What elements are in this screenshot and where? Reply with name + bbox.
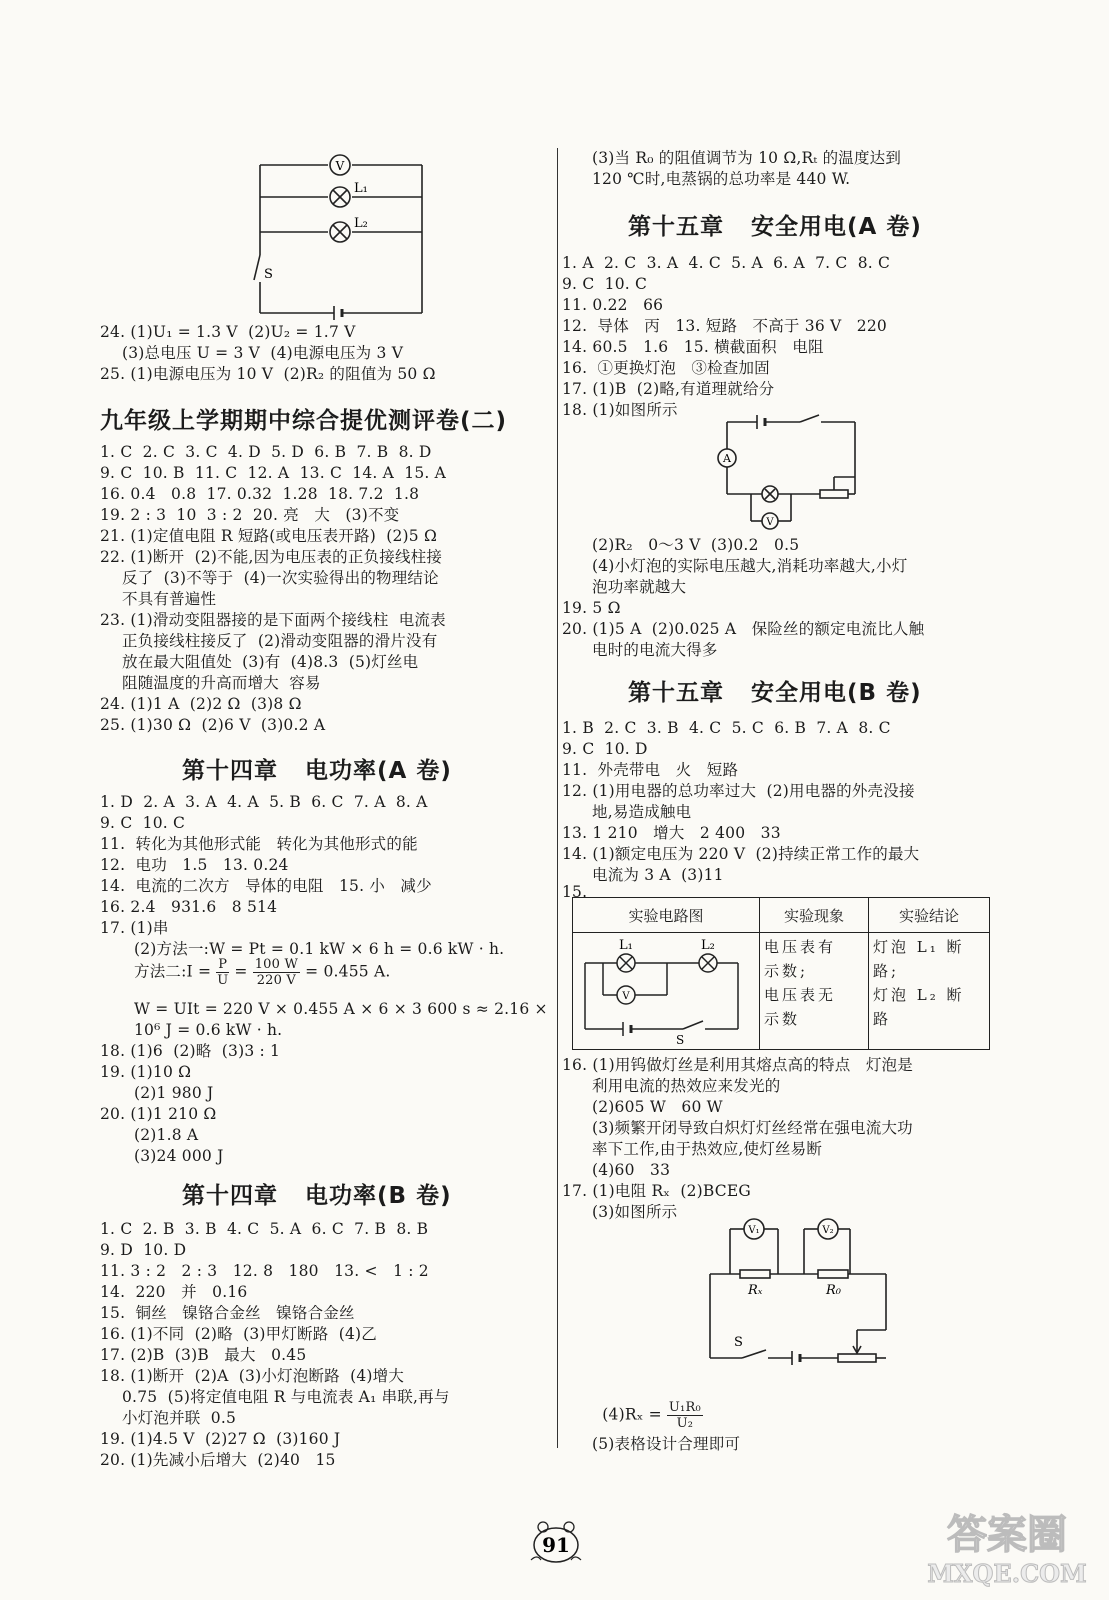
answer-line: (2)方法一:W = Pt = 0.1 kW × 6 h = 0.6 kW · h.: [134, 940, 505, 958]
lamp1-label: L₁: [354, 181, 368, 196]
watermark-url: MXQE.COM: [927, 1559, 1087, 1588]
v1-label: V₁: [748, 1225, 760, 1236]
table-header-conclusion: 实验结论: [869, 898, 990, 933]
answer-line: 17. (1)串: [100, 919, 169, 937]
answer-line: 泡功率就越大: [592, 578, 687, 596]
table-header-phenomenon: 实验现象: [760, 898, 869, 933]
answer-line: (2)1 980 J: [134, 1084, 214, 1102]
frac-den2: 220 V: [256, 973, 297, 988]
answer-line: (2)605 W 60 W: [592, 1098, 723, 1116]
answer-line: 地,易造成触电: [592, 803, 692, 821]
answer-line: 18. (1)6 (2)略 (3)3 : 1: [100, 1042, 281, 1060]
answer-line: 24. (1)U₁ = 1.3 V (2)U₂ = 1.7 V: [100, 323, 356, 341]
answer-line: 16. 0.4 0.8 17. 0.32 1.28 18. 7.2 1.8: [100, 485, 420, 503]
answer-line: 不具有普遍性: [122, 590, 217, 608]
answer-line: 23. (1)滑动变阻器接的是下面两个接线柱 电流表: [100, 611, 446, 629]
frac-suffix: = 0.455 A.: [300, 962, 391, 981]
answer-line: 17. (2)B (3)B 最大 0.45: [100, 1346, 307, 1364]
table-v-label: V: [622, 991, 630, 1002]
answer-line: 18. (1)如图所示: [562, 401, 678, 419]
answer-line: 放在最大阻值处 (3)有 (4)8.3 (5)灯丝电: [122, 653, 419, 671]
formula-17-4-num: U₁R₀: [668, 1400, 701, 1415]
section-heading: 第十四章 电功率(B 卷): [182, 1183, 452, 1209]
section-heading: 第十五章 安全用电(B 卷): [628, 680, 922, 706]
answer-line: 22. (1)断开 (2)不能,因为电压表的正负接线柱接: [100, 548, 443, 566]
answer-line: 19. 5 Ω: [562, 599, 621, 617]
frac-den: U: [217, 973, 229, 988]
answer-line: 1. C 2. B 3. B 4. C 5. A 6. C 7. B 8. B: [100, 1220, 429, 1238]
answer-line: 17. (1)B (2)略,有道理就给分: [562, 380, 775, 398]
answer-line: (2)R₂ 0～3 V (3)0.2 0.5: [592, 536, 800, 554]
answer-line: 19. (1)4.5 V (2)27 Ω (3)160 J: [100, 1430, 341, 1448]
circuit-diagram-17: [700, 1212, 900, 1372]
answer-line: 120 ℃时,电蒸锅的总功率是 440 W.: [592, 170, 851, 188]
answer-line: 19. 2 : 3 10 3 : 2 20. 亮 大 (3)不变: [100, 506, 400, 524]
answer-line: 20. (1)5 A (2)0.025 A 保险丝的额定电流比人触: [562, 620, 925, 638]
fraction: [216, 957, 229, 988]
answer-line: 14. 电流的二次方 导体的电阻 15. 小 减少: [100, 877, 432, 895]
frac-num: P: [218, 957, 228, 972]
answer-line: 9. C 10. C: [562, 275, 648, 293]
answer-line: 11. 3 : 2 2 : 3 12. 8 180 13. < 1 : 2: [100, 1262, 429, 1280]
answer-line: 16. ①更换灯泡 ③检查加固: [562, 359, 770, 377]
answer-line: 14. 60.5 1.6 15. 横截面积 电阻: [562, 338, 824, 356]
answer-line: 25. (1)30 Ω (2)6 V (3)0.2 A: [100, 716, 326, 734]
answer-line: W = UIt = 220 V × 0.455 A × 6 × 3 600 s ≈ 2.16 ×: [134, 1000, 548, 1018]
rx-label: Rₓ: [748, 1283, 763, 1298]
answer-line: 电时的电流大得多: [592, 641, 718, 659]
frac-num2: 100 W: [254, 957, 299, 972]
answer-line: 18. (1)断开 (2)A (3)小灯泡断路 (4)增大: [100, 1367, 405, 1385]
answer-line: 19. (1)10 Ω: [100, 1063, 192, 1081]
answer-line: 9. C 10. C: [100, 814, 186, 832]
column-divider: [557, 148, 558, 1448]
answer-line: 12. (1)用电器的总功率过大 (2)用电器的外壳没接: [562, 782, 915, 800]
answer-line: 9. D 10. D: [100, 1241, 187, 1259]
answer-line: 正负接线柱接反了 (2)滑动变阻器的滑片没有: [122, 632, 438, 650]
answer-line: 0.75 (5)将定值电阻 R 与电流表 A₁ 串联,再与: [122, 1388, 450, 1406]
answer-line: 1. B 2. C 3. B 4. C 5. C 6. B 7. A 8. C: [562, 719, 891, 737]
answer-line: 16. (1)不同 (2)略 (3)甲灯断路 (4)乙: [100, 1325, 377, 1343]
switch-label: S: [264, 267, 273, 282]
answer-line: 11. 转化为其他形式能 转化为其他形式的能: [100, 835, 418, 853]
voltmeter-label: V: [766, 517, 774, 528]
answer-line: 阻随温度的升高而增大 容易: [122, 674, 321, 692]
watermark-text: 答案圈: [947, 1511, 1067, 1558]
answer-line: 13. 1 210 增大 2 400 33: [562, 824, 781, 842]
section-heading: 第十五章 安全用电(A 卷): [628, 214, 922, 240]
table-cell-circuit: [573, 933, 760, 1050]
answer-line: 反了 (3)不等于 (4)一次实验得出的物理结论: [122, 569, 439, 587]
answer-line: 10⁶ J = 0.6 kW · h.: [134, 1021, 283, 1039]
table-cell-phenomenon: [760, 933, 869, 1050]
table-s-label: S: [676, 1033, 685, 1045]
answer-line: 15.: [562, 883, 588, 901]
watermark-logo: [912, 1500, 1102, 1590]
answer-line: 14. (1)额定电压为 220 V (2)持续正常工作的最大: [562, 845, 920, 863]
answer-line: 利用电流的热效应来发光的: [592, 1077, 781, 1095]
answer-line: 电流为 3 A (3)11: [592, 866, 724, 884]
answer-line: (3)当 R₀ 的阻值调节为 10 Ω,Rₜ 的温度达到: [592, 149, 902, 167]
answer-line: 1. A 2. C 3. A 4. C 5. A 6. A 7. C 8. C: [562, 254, 891, 272]
ammeter-label: A: [723, 452, 731, 465]
answer-line: (4)小灯泡的实际电压越大,消耗功率越大,小灯: [592, 557, 908, 575]
answer-line: 15. 铜丝 镍铬合金丝 镍铬合金丝: [100, 1304, 355, 1322]
page-number: 91: [542, 1533, 570, 1557]
table-l1-label: L₁: [619, 938, 633, 953]
experiment-table: [572, 897, 990, 1050]
circuit-diagram-top-left: [250, 150, 440, 325]
answer-line: (3)24 000 J: [134, 1147, 224, 1165]
section-heading: 第十四章 电功率(A 卷): [182, 758, 452, 784]
s-label: S: [734, 1335, 743, 1350]
answer-line: 11. 0.22 66: [562, 296, 664, 314]
section-heading: 九年级上学期期中综合提优测评卷(二): [100, 408, 508, 434]
answer-line: 率下工作,由于热效应,使灯丝易断: [592, 1140, 823, 1158]
fraction-values: [253, 957, 300, 988]
r0-label: R₀: [826, 1283, 841, 1298]
formula-17-method2: [134, 957, 390, 988]
table-l2-label: L₂: [701, 938, 715, 953]
answer-line: (5)表格设计合理即可: [592, 1435, 741, 1453]
answer-line: 9. C 10. B 11. C 12. A 13. C 14. A 15. A: [100, 464, 447, 482]
answer-line: 25. (1)电源电压为 10 V (2)R₂ 的阻值为 50 Ω: [100, 365, 436, 383]
answer-line: (4)60 33: [592, 1161, 671, 1179]
answer-line: 16. (1)用钨做灯丝是利用其熔点高的特点 灯泡是: [562, 1056, 913, 1074]
formula-17-4-prefix: (4)Rₓ =: [602, 1405, 667, 1424]
frac-prefix: 方法二:I =: [134, 962, 217, 981]
answer-line: (3)频繁开闭导致白炽灯灯丝经常在强电流大功: [592, 1119, 913, 1137]
table-circuit-diagram: [573, 933, 751, 1045]
answer-line: 9. C 10. D: [562, 740, 648, 758]
answer-line: 17. (1)电阻 Rₓ (2)BCEG: [562, 1182, 751, 1200]
answer-line: 24. (1)1 A (2)2 Ω (3)8 Ω: [100, 695, 302, 713]
answer-line: 16. 2.4 931.6 8 514: [100, 898, 278, 916]
page-number-badge: [527, 1520, 585, 1566]
meter-v-label: V: [335, 159, 345, 173]
lamp2-label: L₂: [354, 216, 368, 231]
v2-label: V₂: [822, 1225, 834, 1236]
phenomenon-text: 电压表有 示数; 电压表无 示数: [764, 938, 837, 1028]
answer-line: 11. 外壳带电 火 短路: [562, 761, 739, 779]
answer-line: 20. (1)先减小后增大 (2)40 15: [100, 1451, 336, 1469]
answer-line: 12. 电功 1.5 13. 0.24: [100, 856, 289, 874]
answer-line: 1. D 2. A 3. A 4. A 5. B 6. C 7. A 8. A: [100, 793, 428, 811]
answer-line: 14. 220 并 0.16: [100, 1283, 248, 1301]
table-header-circuit: 实验电路图: [573, 898, 760, 933]
frac-eq: =: [229, 962, 253, 981]
answer-line: (2)1.8 A: [134, 1126, 199, 1144]
formula-17-4-den: U₂: [676, 1416, 694, 1431]
answer-line: (3)如图所示: [592, 1203, 678, 1221]
formula-17-4: [592, 1380, 703, 1431]
answer-line: 21. (1)定值电阻 R 短路(或电压表开路) (2)5 Ω: [100, 527, 438, 545]
answer-line: (3)总电压 U = 3 V (4)电源电压为 3 V: [122, 344, 404, 362]
circuit-diagram-18: [715, 412, 865, 532]
answer-line: 1. C 2. C 3. C 4. D 5. D 6. B 7. B 8. D: [100, 443, 432, 461]
answer-line: 20. (1)1 210 Ω: [100, 1105, 217, 1123]
answer-line: 12. 导体 丙 13. 短路 不高于 36 V 220: [562, 317, 887, 335]
table-cell-conclusion: [869, 933, 990, 1050]
conclusion-text: 灯泡 L₁ 断 路; 灯泡 L₂ 断 路: [873, 938, 965, 1028]
answer-line: 小灯泡并联 0.5: [122, 1409, 237, 1427]
